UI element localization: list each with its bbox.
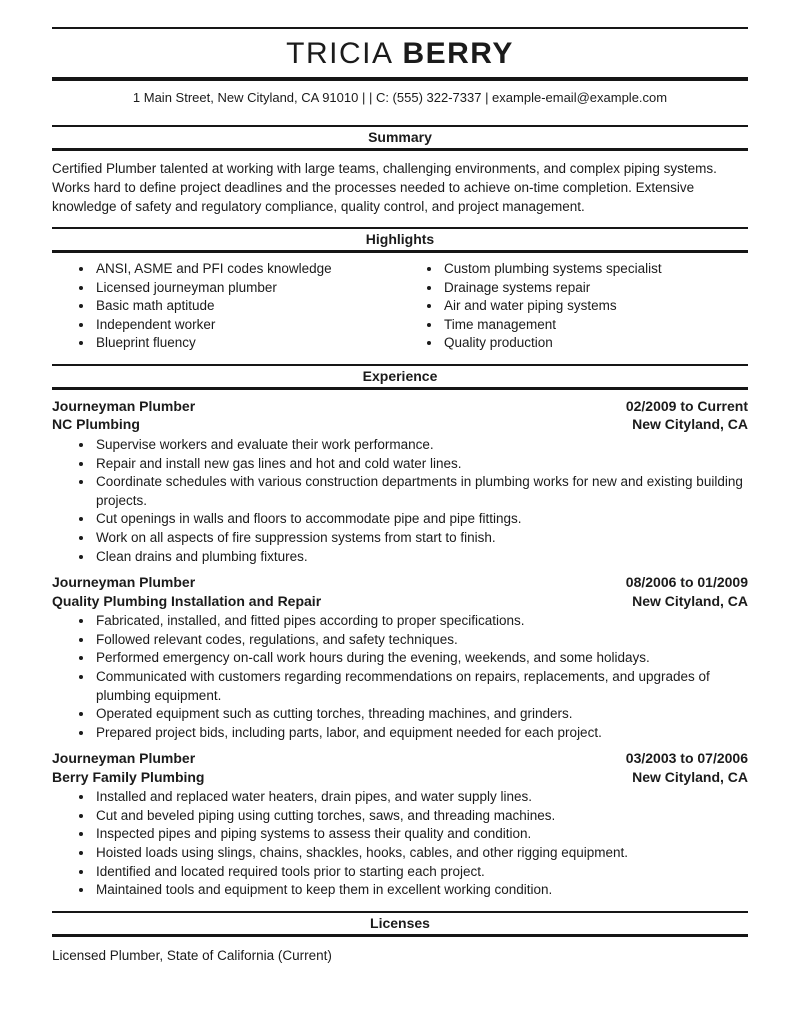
section-title-summary: Summary [368,129,432,145]
highlight-item: • ANSI, ASME and PFI codes knowledge [94,260,400,279]
highlight-item: • Drainage systems repair [442,279,748,298]
job-title: Journeyman Plumber [52,397,196,414]
job-bullet: • Maintained tools and equipment to keep them in excellent working condition. [94,881,748,900]
highlight-item: • Licensed journeyman plumber [94,279,400,298]
highlights-left-column [52,260,400,353]
summary-text: Certified Plumber talented at working with large teams, challenging environments, and complex piping systems. Works hard to define project deadlines and the processes needed to achieve on-time completion. Extensive knowledge of safety and regulatory compliance, quality control, and project management. [52,161,717,214]
job-bullet: • Communicated with customers regarding recommendations on repairs, replacements, and upgrades of plumbing equipment. [94,668,748,705]
divider [52,27,748,29]
license-item: Licensed Plumber, State of California (Current) [52,947,332,963]
job-location: New Cityland, CA [632,768,748,785]
job-company: Quality Plumbing Installation and Repair [52,592,322,609]
job-dates: 02/2009 to Current [625,397,748,414]
highlight-item: • Basic math aptitude [94,297,400,316]
job-bullet: • Fabricated, installed, and fitted pipes according to proper specifications. [94,612,748,631]
highlight-item: • Air and water piping systems [442,297,748,316]
highlight-item: • Time management [442,316,748,335]
candidate-last-name: BERRY [402,37,514,70]
job-entry [52,749,748,900]
job-entry [52,573,748,742]
candidate-name [52,36,748,72]
section-title-highlights: Highlights [365,231,435,247]
job-dates: 08/2006 to 01/2009 [625,574,748,591]
job-bullet: • Clean drains and plumbing fixtures. [94,548,748,567]
highlight-item: • Quality production [442,334,748,353]
divider [52,148,748,151]
job-bullet: • Hoisted loads using slings, chains, shackles, hooks, cables, and other rigging equipment. [94,844,748,863]
job-title: Journeyman Plumber [52,574,196,591]
highlights-columns [52,260,748,353]
job-title: Journeyman Plumber [52,750,196,767]
job-bullet: • Identified and located required tools prior to starting each project. [94,863,748,882]
job-location: New Cityland, CA [632,592,748,609]
job-bullet: • Work on all aspects of fire suppression systems from start to finish. [94,529,748,548]
job-bullet: • Repair and install new gas lines and hot and cold water lines. [94,455,748,474]
job-bullet: • Supervise workers and evaluate their work performance. [94,436,748,455]
divider [52,387,748,390]
section-title-experience: Experience [362,367,438,384]
job-bullet: • Cut and beveled piping using cutting torches, saws, and threading machines. [94,807,748,826]
highlights-right-column [400,260,748,353]
job-company: Berry Family Plumbing [52,768,205,785]
candidate-first-name: TRICIA [286,37,394,70]
job-bullet: • Inspected pipes and piping systems to assess their quality and condition. [94,825,748,844]
divider [52,934,748,937]
section-title-licenses: Licenses [370,914,430,931]
highlight-item: • Independent worker [94,316,400,335]
job-location: New Cityland, CA [632,416,748,433]
section-experience [52,364,748,900]
job-bullet: • Followed relevant codes, regulations, and safety techniques. [94,631,748,650]
job-dates: 03/2003 to 07/2006 [625,750,748,767]
job-bullet: • Operated equipment such as cutting torches, threading machines, and grinders. [94,705,748,724]
section-highlights [52,227,748,353]
section-licenses [52,911,748,965]
divider [52,250,748,253]
job-bullet: • Installed and replaced water heaters, drain pipes, and water supply lines. [94,788,748,807]
job-bullet: • Coordinate schedules with various construction departments in plumbing works for new and existing building projects. [94,473,748,510]
section-summary [52,125,748,216]
job-entry [52,397,748,566]
contact-line: 1 Main Street, New Cityland, CA 91010 | | C: (555) 322-7337 | example-email@example.com [132,90,668,105]
job-bullet: • Performed emergency on-call work hours during the evening, weekends, and some holidays. [94,649,748,668]
job-bullet: • Cut openings in walls and floors to accommodate pipe and pipe fittings. [94,510,748,529]
job-company: NC Plumbing [52,416,140,433]
highlight-item: • Blueprint fluency [94,334,400,353]
job-bullet: • Prepared project bids, including parts, labor, and equipment needed for each project. [94,724,748,743]
highlight-item: • Custom plumbing systems specialist [442,260,748,279]
